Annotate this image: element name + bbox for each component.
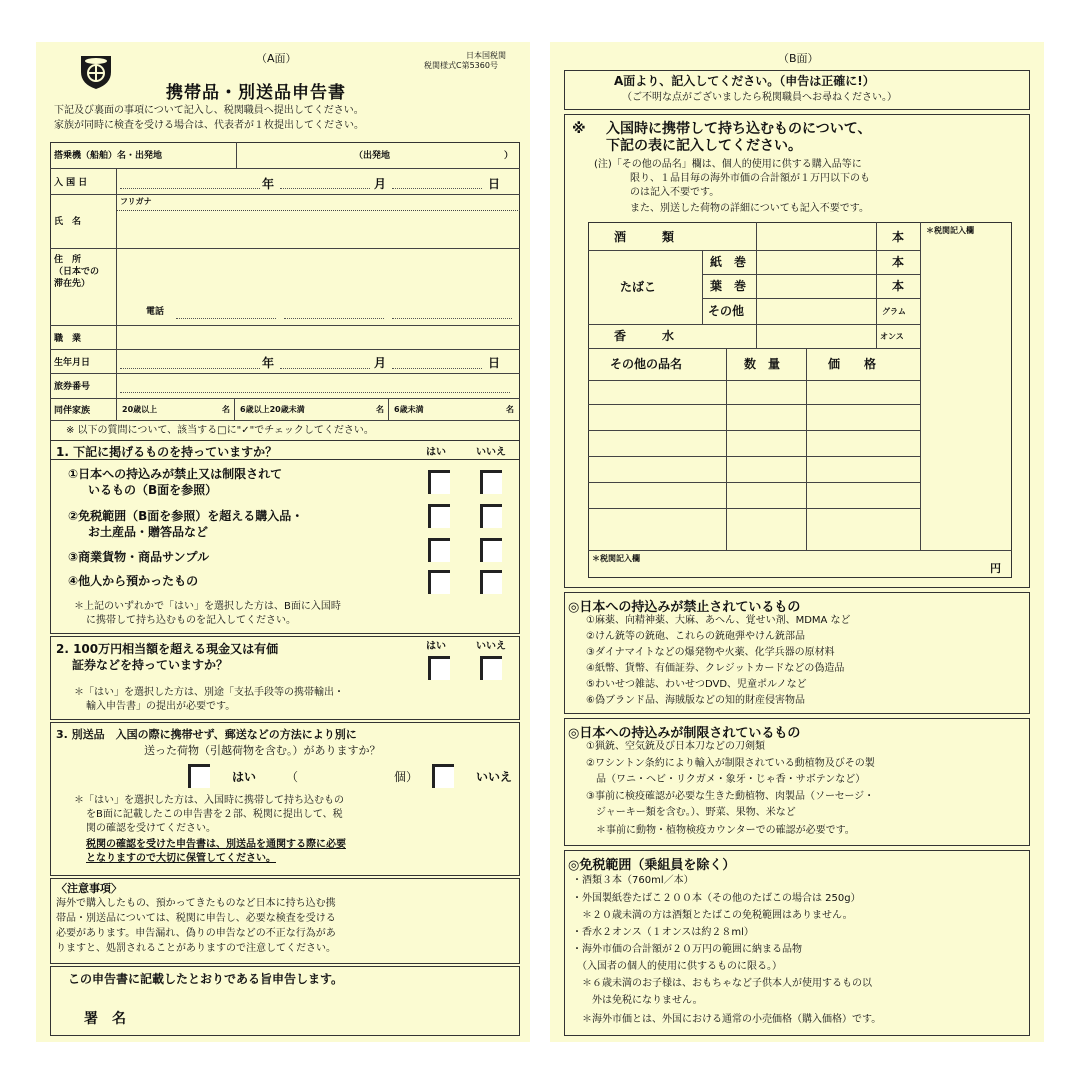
q2-no-checkbox[interactable] [480, 656, 502, 680]
duty-free-item: （入国者の個人的使用に供するものに限る。） [572, 961, 782, 972]
name-label: 氏 名 [54, 217, 82, 227]
restricted-item: ジャーキー類を含む。）、野菜、果物、米など [586, 807, 796, 818]
form-side-a: （A面） 日本国税関 税関様式C第5360号 携帯品・別送品申告書 下記及び裏面の事項について記入し、税関職員へ提出してください。 家族が同時に検査を受ける場合は、代表者が１枚提出してください。 搭乗機（船舶）名・出発地 （出発地 ） 入 国 日 年 月 日 フリガナ 氏 名 住 所 （日本での 滞在先） 電話 職 業 生年月日 年 月 日 旅券番号 同伴家族 20歳以上 名 6歳以上20歳未満 名 6歳未満 名 ※ 以下の質問について、該当する□に"✓"でチェックしてください。 1. 下記に掲げるものを持っていますか？ はい いいえ ①日本への持込みが禁止又は制限されて いるもの（B面を参照） ②免税範囲（B面を参照）を超える購入品・ お土産品・贈答品など ③商業貨物・商品サンプル ④他人から預かったもの ＊上記のいずれかで「はい」を選択した方は、B面に入国時 に携帯して持ち込むものを記入してください。 2. 100万円相当額を超える現金又は有価 証券などを持っていますか？ はい いいえ ＊「はい」を選択した方は、別途「支払手段等の携帯輸出・ 輸入申告書」の提出が必要です。 3. 別送品 入国の際に携帯せず、郵送などの方法により別に 送った荷物（引越荷物を含む。）がありますか？ はい （ 個） いいえ ＊「はい」を選択した方は、入国時に携帯して持ち込むもの をB面に記載したこの申告書を２部、税関に提出して、税 関の確認を受けてください。 税関の確認を受けた申告書は、別送品を通関する際に必要 となりますので大切に保管してください。 〈注意事項〉 海外で購入したもの、預かってきたものなど日本に持ち込む携 帯品・別送品については、税関に申告し、必要な検査を受ける 必要があります。申告漏れ、偽りの申告などの不正な行為があ りますと、処罰されることがありますので注意してください。 この申告書に記載したとおりである旨申告します。 署 名 [36, 42, 530, 1042]
restricted-item: ＊事前に動物・植物検疫カウンターでの確認が必要です。 [586, 825, 855, 836]
restricted-item: ①猟銃、空気銃及び日本刀などの刀剣類 [586, 741, 765, 752]
cigarettes-quantity-field[interactable] [758, 252, 874, 272]
q2-yes-checkbox[interactable] [428, 656, 450, 680]
prohibited-item: ⑥偽ブランド品、海賊版などの知的財産侵害物品 [586, 695, 805, 706]
duty-free-title: ◎免税範囲（乗組員を除く） [568, 858, 736, 873]
form-number: 税関様式C第5360号 [424, 61, 498, 70]
prohibited-item: ⑤わいせつ雑誌、わいせつDVD、児童ポルノなど [586, 679, 807, 690]
prohibited-item: ③ダイナマイトなどの爆発物や火薬、化学兵器の原材料 [586, 647, 835, 658]
quantity-header: 数 量 [744, 357, 781, 371]
prohibited-item: ④紙幣、貨幣、有価証券、クレジットカードなどの偽造品 [586, 663, 845, 674]
restricted-title: ◎日本への持込みが制限されているもの [568, 726, 801, 741]
question-3: 3. 別送品 入国の際に携帯せず、郵送などの方法により別に [56, 728, 357, 741]
signature-field[interactable] [146, 1004, 506, 1032]
q1-item-4: ④他人から預かったもの [68, 574, 199, 588]
customs-emblem-icon [78, 52, 114, 90]
items-intro-1: 入国時に携帯して持ち込むものについて、 [606, 121, 872, 137]
items-note: (注)「その他の品名」欄は、個人的使用に供する購入品等に [594, 159, 862, 170]
duty-free-item: ＊２０歳未満の方は酒類とたばこの免税範囲はありません。 [572, 910, 853, 921]
q3-yes-checkbox[interactable] [188, 764, 210, 788]
restricted-item: ③事前に検疫確認が必要な生きた動植物、肉製品（ソーセージ・ [586, 791, 875, 802]
furigana-label: フリガナ [120, 197, 152, 206]
departure-label: （出発地 [354, 151, 391, 161]
cigars-quantity-field[interactable] [758, 276, 874, 296]
phone-label: 電話 [146, 307, 165, 317]
family-count-fields[interactable] [118, 399, 518, 419]
duty-free-item: ＊海外市価とは、外国における通常の小売価格（購入価格）です。 [572, 1014, 882, 1025]
declaration-text: この申告書に記載したとおりである旨申告します。 [68, 972, 344, 986]
q1-note: ＊上記のいずれかで「はい」を選択した方は、B面に入国時 [74, 601, 341, 612]
cigarettes-label: 紙 巻 [710, 255, 747, 269]
other-items-entry-grid[interactable] [590, 382, 918, 548]
prohibited-title: ◎日本への持込みが禁止されているもの [568, 600, 801, 615]
name-field[interactable] [118, 211, 518, 247]
other-tobacco-quantity-field[interactable] [758, 300, 874, 322]
q1-item-2: ②免税範囲（B面を参照）を超える購入品・ [68, 509, 304, 523]
alcohol-label: 酒 類 [614, 230, 675, 244]
intro-line-2: 家族が同時に検査を受ける場合は、代表者が１枚提出してください。 [54, 120, 364, 131]
entry-date-field[interactable] [118, 169, 518, 193]
tobacco-label: たばこ [620, 280, 657, 294]
issuer-name: 日本国税関 [466, 51, 506, 60]
q1-item-1: ①日本への持込みが禁止又は制限されて [68, 467, 283, 481]
customs-use-column-header: ＊税関記入欄 [926, 226, 974, 235]
question-2: 2. 100万円相当額を超える現金又は有価 [56, 642, 279, 656]
side-label: （B面） [778, 52, 819, 65]
q3-important-note: 税関の確認を受けた申告書は、別送品を通関する際に必要 [86, 839, 346, 850]
cigars-label: 葉 巻 [710, 279, 747, 293]
caution-title: 〈注意事項〉 [56, 882, 122, 895]
q1-item-3: ③商業貨物・商品サンプル [68, 550, 210, 564]
address-label: 住 所 [54, 255, 82, 265]
other-items-header: その他の品名 [610, 357, 683, 371]
header-line-1: A面より、記入してください。（申告は正確に!） [614, 74, 875, 88]
perfume-quantity-field[interactable] [758, 326, 874, 346]
question-1: 1. 下記に掲げるものを持っていますか？ [56, 445, 278, 459]
family-label: 同伴家族 [54, 406, 91, 416]
alcohol-quantity-field[interactable] [758, 224, 874, 248]
occupation-label: 職 業 [54, 334, 82, 344]
duty-free-item: ・酒類３本（760ml／本） [572, 875, 694, 886]
prohibited-item: ②けん銃等の銃砲、これらの銃砲弾やけん銃部品 [586, 631, 805, 642]
check-instruction: ※ 以下の質問について、該当する□に"✓"でチェックしてください。 [66, 425, 374, 436]
price-header: 価 格 [828, 357, 877, 371]
birth-date-label: 生年月日 [54, 358, 91, 368]
entry-date-label: 入 国 日 [54, 178, 88, 188]
side-label: （A面） [256, 52, 297, 65]
restricted-item: 品（ワニ・ヘビ・リクガメ・象牙・じゃ香・サボテンなど） [586, 774, 866, 785]
form-side-b: （B面） A面より、記入してください。（申告は正確に!） （ご不明な点がございましたら税関職員へお尋ねください。） ※ 入国時に携帯して持ち込むものについて、 下記の表に記入してください。 (注)「その他の品名」欄は、個人的使用に供する購入品等に 限り、１品目毎の海外市価の合計額が１万円以下のも のは記入不要です。 また、別送した荷物の詳細についても記入不要です。 ＊税関記入欄 酒 類 本 たばこ 紙 巻 本 葉 巻 本 その他 グラム 香 水 オンス その他の品名 数 量 価 格 ＊税関記入欄 円 ◎日本への持込みが禁止されているもの ①麻薬、向精神薬、大麻、あへん、覚せい剤、MDMA など ②けん銃等の銃砲、これらの銃砲弾やけん銃部品 ③ダイナマイトなどの爆発物や火薬、化学兵器の原材料 ④紙幣、貨幣、有価証券、クレジットカードなどの偽造品 ⑤わいせつ雑誌、わいせつDVD、児童ポルノなど ⑥偽ブランド品、海賊版などの知的財産侵害物品 ◎日本への持込みが制限されているもの ①猟銃、空気銃及び日本刀などの刀剣類 ②ワシントン条約により輸入が制限されている動植物及びその製 品（ワニ・ヘビ・リクガメ・象牙・じゃ香・サボテンなど） ③事前に検疫確認が必要な生きた動植物、肉製品（ソーセージ・ ジャーキー類を含む。）、野菜、果物、米など ＊事前に動物・植物検疫カウンターでの確認が必要です。 ◎免税範囲（乗組員を除く） ・酒類３本（760ml／本） ・外国製紙巻たばこ２００本（その他のたばこの場合は 250g） ＊２０歳未満の方は酒類とたばこの免税範囲はありません。 ・香水２オンス（１オンスは約２８ml） ・海外市価の合計額が２０万円の範囲に納まる品物 （入国者の個人的使用に供するものに限る。） ＊６歳未満のお子様は、おもちゃなど子供本人が使用するもの以 外は免税になりません。 ＊海外市価とは、外国における通常の小売価格（購入価格）です。 [550, 42, 1044, 1042]
restricted-item: ②ワシントン条約により輸入が制限されている動植物及びその製 [586, 758, 875, 769]
flight-field[interactable] [236, 143, 346, 167]
perfume-label: 香 水 [614, 329, 675, 343]
duty-free-item: ・海外市価の合計額が２０万円の範囲に納まる品物 [572, 944, 802, 955]
items-intro-2: 下記の表に記入してください。 [606, 138, 802, 154]
q3-note: ＊「はい」を選択した方は、入国時に携帯して持ち込むもの [74, 795, 344, 806]
customs-fill-label: ＊税関記入欄 [592, 554, 640, 563]
intro-line-1: 下記及び裏面の事項について記入し、税関職員へ提出してください。 [54, 105, 364, 116]
page-title: 携帯品・別送品申告書 [166, 83, 346, 103]
other-tobacco-label: その他 [708, 304, 745, 318]
address-field[interactable] [118, 249, 518, 299]
departure-field[interactable] [396, 143, 496, 167]
header-line-2: （ご不明な点がございましたら税関職員へお尋ねください。） [622, 92, 897, 103]
passport-label: 旅券番号 [54, 382, 91, 392]
duty-free-item: ・外国製紙巻たばこ２００本（その他のたばこの場合は 250g） [572, 893, 861, 904]
signature-label: 署 名 [84, 1011, 126, 1027]
q3-no-checkbox[interactable] [432, 764, 454, 788]
q2-note: ＊「はい」を選択した方は、別途「支払手段等の携帯輸出・ [74, 687, 344, 698]
q3-package-count-field[interactable] [298, 766, 388, 786]
flight-label: 搭乗機（船舶）名・出発地 [54, 151, 163, 161]
duty-free-item: ・香水２オンス（１オンスは約２８ml） [572, 927, 754, 938]
occupation-field[interactable] [118, 326, 518, 348]
duty-free-item: ＊６歳未満のお子様は、おもちゃなど子供本人が使用するもの以 [572, 978, 872, 989]
prohibited-item: ①麻薬、向精神薬、大麻、あへん、覚せい剤、MDMA など [586, 615, 851, 626]
duty-free-item: 外は免税になりません。 [572, 995, 703, 1006]
